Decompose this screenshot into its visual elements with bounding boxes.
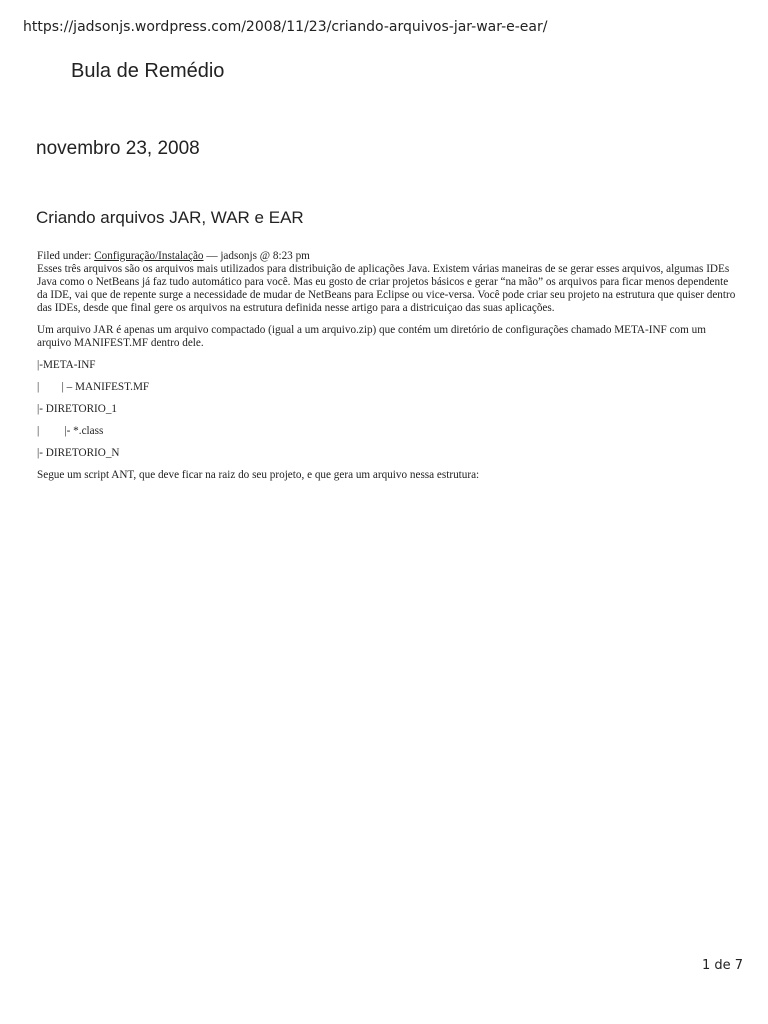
tree-line-diretorio-n: |- DIRETORIO_N [37, 447, 120, 459]
tree-line-diretorio-1: |- DIRETORIO_1 [37, 403, 118, 415]
meta-prefix: Filed under: [37, 250, 95, 262]
blog-title[interactable]: Bula de Remédio [71, 60, 225, 82]
meta-author-time: — jadsonjs @ 8:23 pm [203, 250, 310, 262]
page-number: 1 de 7 [701, 958, 743, 973]
tree-line-meta-inf: |-META-INF [37, 359, 96, 371]
page-url: https://jadsonjs.wordpress.com/2008/11/23/criando-arquivos-jar-war-e-ear/ [23, 19, 548, 35]
tree-line-class: | |- *.class [37, 425, 104, 437]
post-date: novembro 23, 2008 [36, 138, 200, 159]
jar-description-paragraph: Um arquivo JAR é apenas um arquivo compactado (igual a um arquivo.zip) que contém um diretório de configurações chamado META-INF com um arquivo MANIFEST.MF dentro dele. [37, 324, 706, 349]
post-content [37, 250, 737, 491]
post-meta [37, 250, 737, 263]
ant-intro-paragraph: Segue um script ANT, que deve ficar na raiz do seu projeto, e que gera um arquivo nessa estrutura: [37, 469, 480, 481]
intro-paragraph: Esses três arquivos são os arquivos mais utilizados para distribuição de aplicações Java. Existem várias maneiras de se gerar esses arquivos, algumas IDEs Java como o NetBeans já faz tudo automático para você. Mas eu gosto de criar projetos básicos e gerar “na mão” os arquivos para ficar menos dependente da IDE, vai que de repente surge a necessidade de mudar de NetBeans para Eclipse ou vice-versa. Você pode criar seu projeto na estrutura que quiser dentro das IDEs, desde que final gere os arquivos na estrutura definida nesse artigo para a districuiçao das suas aplicações. [37, 263, 736, 314]
category-link[interactable]: Configuração/Instalação [94, 250, 204, 262]
tree-line-manifest: | | – MANIFEST.MF [37, 381, 150, 393]
post-title[interactable]: Criando arquivos JAR, WAR e EAR [36, 208, 304, 227]
